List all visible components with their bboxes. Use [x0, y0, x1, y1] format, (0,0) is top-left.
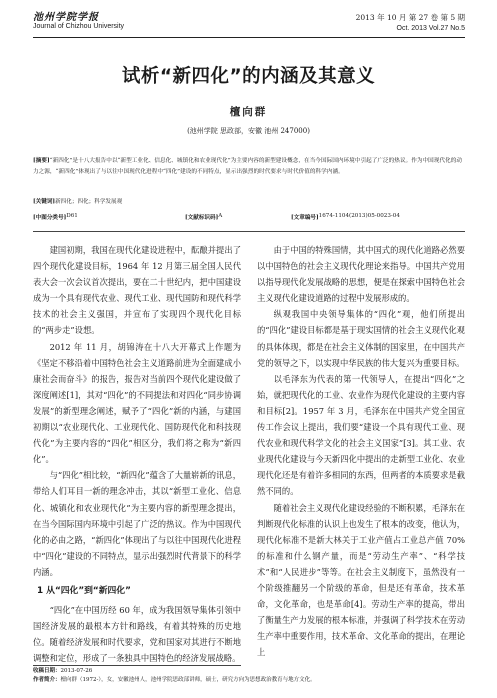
page-header: [0, 0, 497, 40]
paragraph: 与“四化”相比较，“新四化”蕴含了大量崭新的讯息，带给人们耳目一新的理念冲击，其以“新型工业化、信息化、城镇化和农业现代化”为主要内容的新型理念提出，在当今国际国内环境中引起了广泛的热议。作为中国现代化的必由之路，“新四化”体现出了与以往中国现代化进程中“四化”建设的不同特点，显示出强烈时代背景下的科学内涵。: [33, 470, 241, 577]
paragraph: 以毛泽东为代表的第一代领导人，在提出“四化”之始，就把现代化的工业、农业作为现代化建设的主要内容和目标[2]。1957 年 3 月，毛泽东在中国共产党全国宣传工作会议上提出，我们要“建设一个具有现代工业、现代农业和现代科学文化的社会主义国家”[3]。其工业、农业现代化建设与今天新四化中提出的走新型工业化、农业现代化还是有着许多相同的东西，但两者的本质要求是截然不同的。: [257, 373, 465, 497]
clc-value: D61: [66, 213, 78, 219]
received-value: 2013-07-26: [60, 668, 93, 674]
article-number-label: [文章编号]: [291, 215, 319, 221]
author-affiliation: (池州学院 思政部，安徽 池州 247000): [187, 127, 310, 135]
doc-label: [文献标识码]: [185, 215, 219, 221]
keywords-label: [关键词]: [33, 199, 56, 205]
author-name: 檀向群: [229, 106, 268, 118]
doc-value: A: [218, 213, 223, 219]
journal-name-cn: 池州学院学报: [33, 12, 99, 23]
journal-name-en: Journal of Chizhou University: [33, 23, 125, 30]
header-divider: [33, 37, 465, 38]
issue-info-en: Oct. 2013 Vol.27 No.5: [396, 25, 465, 32]
paragraph: 建国初期，我国在现代化建设进程中，酝酿并提出了四个现代化建设目标，1964 年 12 月第三届全国人民代表大会一次会议首次提出，要在二十世纪内，把中国建设成为一个具有现代农业、现代工业、现代国防和现代科学技术的社会主义强国，并宣布了实现四个现代化目标的“两步走”设想。: [33, 245, 241, 336]
author-bio-label: 作者简介：: [33, 676, 61, 683]
paragraph: 由于中国的特殊国情，其中国式的现代化道路必然要以中国特色的社会主义现代化理论来指导。中国共产党用以指导现代化发展战略的思想，便是在探索中国特色社会主义现代化建设道路的过程中发展形成的。: [257, 245, 465, 304]
clc-label: [中图分类号]: [33, 215, 67, 221]
author-bio-text: 檀向群（1972-），女，安徽池州人，池州学院思政部讲师，硕士，研究方向为思想政治教育与地方文化。: [60, 676, 316, 683]
paragraph: 随着社会主义现代化建设经验的不断积累，毛泽东在判断现代化标准的认识上也发生了根本的改变，他认为，现代化标准不是新大林关于工业产值占工业总产值 70%的标准和什么钢产量，而是“劳动生产率”、“科学技术”和“人民进步”等等。在社会主义制度下，虽然没有一个阶级推翻另一个阶级的革命，但是还有革命，技术革命，文化革命，也是革命[4]。劳动生产率的提高，带出了衡量生产力发展的根本标准，并强调了科学技术在劳动生产率中重要作用，技术革命、文化革命的提出，在理论上: [257, 502, 465, 658]
abstract-label: [摘要]: [33, 158, 50, 164]
received-label: 收稿日期：: [33, 668, 61, 674]
abstract-divider: [33, 231, 465, 232]
issue-info-cn: 2013 年 10 月 第 27 卷 第 5 期: [355, 13, 465, 22]
footnote: [33, 667, 465, 684]
clc-number: [33, 213, 78, 221]
section-heading: 1 从“四化”到“新四化”: [37, 585, 131, 596]
paragraph: “四化”在中国历经 60 年，成为我国领导集体引领中国经济发展的最根本方针和路线，有着其特殊的历史地位。随着经济发展和时代要求，党和国家对其进行不断地调整和定位，形成了一条独具中国特色的经济发展战略。: [33, 605, 241, 664]
doc-code: [185, 213, 223, 221]
article-number: [291, 213, 400, 221]
author-bio: [33, 676, 465, 685]
keywords-text: 新四化；四化；科学发展观: [55, 199, 123, 205]
footnote-divider: [33, 665, 241, 666]
article-title: 试析“新四化”的内涵及其意义: [121, 66, 376, 87]
received-date: [33, 667, 465, 676]
keywords: [33, 197, 465, 205]
body-column-right: [257, 242, 465, 660]
paragraph: 2012 年 11 月，胡锦涛在十八大开幕式上作题为《坚定不移沿着中国特色社会主义道路前进为全面建成小康社会而奋斗》的报告，报告对当前四个现代化建设做了深度阐述[1]，其对“四化”的不同提法和对四化“同步协调发展”的新型理念阐述，赋予了“四化”新的内涵，与建国初期以“农业现代化、工业现代化、国防现代化和科技现代化”为主要内容的“四化”相区分，我们将之称为“新四化”。: [33, 341, 241, 465]
body-column-left: [33, 242, 241, 666]
abstract: [33, 156, 465, 178]
paragraph: 纵观我国中央领导集体的“四化”观，他们所提出的“四化”建设目标都是基于现实国情的社会主义现代化观的具体体现，都是在社会主义体制的国家里，在中国共产党的领导之下，以实现中华民族的伟大复兴为重要目标。: [257, 309, 465, 368]
abstract-text: “新四化”是十八大报告中以“新型工业化、信息化、城镇化和农业现代化”为主要内容的新型建设概念，在当今国际国内环境中引起了广泛的热议。作为中国现代化的动力之源，“新四化”体现出了与以往中国现代化进程中“四化”建设的不同特点，显示出强烈的时代要求与时代价值的科学内涵。: [33, 158, 463, 175]
article-number-value: 1674-1104(2013)05-0023-04: [318, 213, 400, 219]
